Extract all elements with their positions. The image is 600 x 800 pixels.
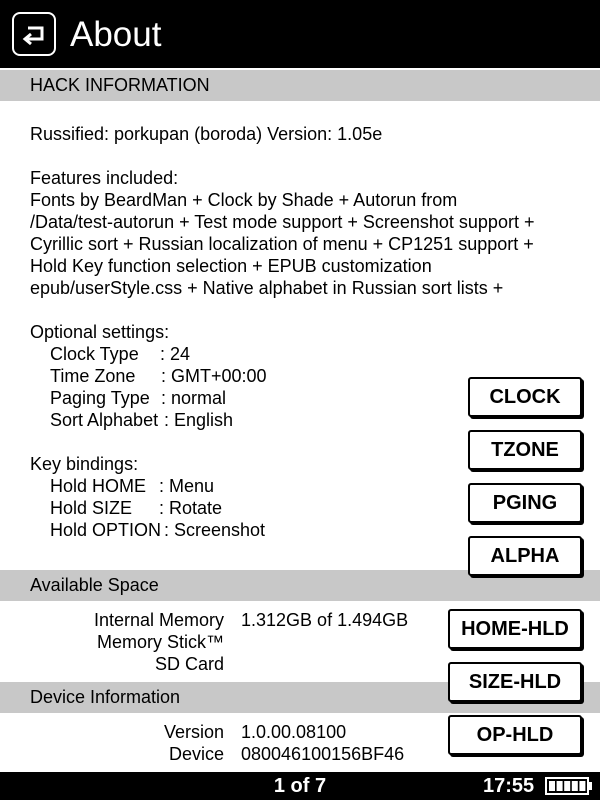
battery-cell bbox=[557, 781, 563, 791]
tzone-button[interactable]: TZONE bbox=[468, 430, 582, 470]
clock-button[interactable]: CLOCK bbox=[468, 377, 582, 417]
space-label-internal-memory: Internal Memory bbox=[93, 610, 224, 630]
section-device-information: Device Information bbox=[0, 682, 600, 713]
optional-settings-heading: Optional settings: bbox=[30, 322, 170, 342]
back-button[interactable] bbox=[12, 12, 56, 56]
home-hld-button[interactable]: HOME-HLD bbox=[448, 609, 582, 649]
binding-label-hold-option: Hold OPTION bbox=[50, 520, 162, 540]
setting-value-paging-type: : normal bbox=[161, 388, 227, 408]
binding-label-hold-size: Hold SIZE bbox=[50, 498, 133, 518]
binding-value-hold-home: : Menu bbox=[159, 476, 215, 496]
features-line: Hold Key function selection + EPUB customization bbox=[30, 256, 432, 276]
battery-cell bbox=[579, 781, 585, 791]
setting-value-clock-type: : 24 bbox=[160, 344, 191, 364]
key-bindings-heading: Key bindings: bbox=[30, 454, 139, 474]
alpha-button[interactable]: ALPHA bbox=[468, 536, 582, 576]
battery-icon bbox=[545, 777, 593, 795]
features-line: epub/userStyle.css + Native alphabet in Russian sort lists + bbox=[30, 278, 504, 298]
space-label-sd-card: SD Card bbox=[154, 654, 224, 674]
pging-button[interactable]: PGING bbox=[468, 483, 582, 523]
setting-value-time-zone: : GMT+00:00 bbox=[161, 366, 267, 386]
op-hld-button[interactable]: OP-HLD bbox=[448, 715, 582, 755]
features-line: /Data/test-autorun + Test mode support + Screenshot support + bbox=[30, 212, 535, 232]
battery-cell bbox=[564, 781, 570, 791]
title-bar bbox=[0, 0, 600, 68]
device-label-device: Device bbox=[168, 744, 224, 764]
section-hack-information: HACK INFORMATION bbox=[0, 70, 600, 101]
page-title: About bbox=[70, 15, 162, 54]
device-label-version: Version bbox=[163, 722, 224, 742]
battery-cell bbox=[572, 781, 578, 791]
device-value-version: 1.0.00.08100 bbox=[241, 722, 347, 742]
device-value-device: 080046100156BF46 bbox=[241, 744, 405, 764]
setting-label-clock-type: Clock Type bbox=[50, 344, 139, 364]
back-arrow-icon bbox=[18, 18, 50, 50]
setting-label-paging-type: Paging Type bbox=[50, 388, 150, 408]
status-bar bbox=[0, 772, 600, 800]
page-indicator: 1 of 7 bbox=[273, 775, 327, 797]
clock-display: 17:55 bbox=[483, 775, 535, 797]
binding-value-hold-option: : Screenshot bbox=[164, 520, 266, 540]
section-available-space: Available Space bbox=[0, 570, 600, 601]
setting-label-sort-alphabet: Sort Alphabet bbox=[50, 410, 159, 430]
setting-label-time-zone: Time Zone bbox=[50, 366, 136, 386]
features-line: Cyrillic sort + Russian localization of menu + CP1251 support + bbox=[30, 234, 534, 254]
russified-info: Russified: porkupan (boroda) Version: 1.05e bbox=[30, 124, 383, 144]
space-label-memory-stick: Memory Stick™ bbox=[96, 632, 224, 652]
battery-cell bbox=[549, 781, 555, 791]
binding-value-hold-size: : Rotate bbox=[159, 498, 223, 518]
features-heading: Features included: bbox=[30, 168, 179, 188]
binding-label-hold-home: Hold HOME bbox=[50, 476, 147, 496]
space-value-internal-memory: 1.312GB of 1.494GB bbox=[241, 610, 409, 630]
setting-value-sort-alphabet: : English bbox=[164, 410, 234, 430]
features-line: Fonts by BeardMan + Clock by Shade + Autorun from bbox=[30, 190, 458, 210]
size-hld-button[interactable]: SIZE-HLD bbox=[448, 662, 582, 702]
